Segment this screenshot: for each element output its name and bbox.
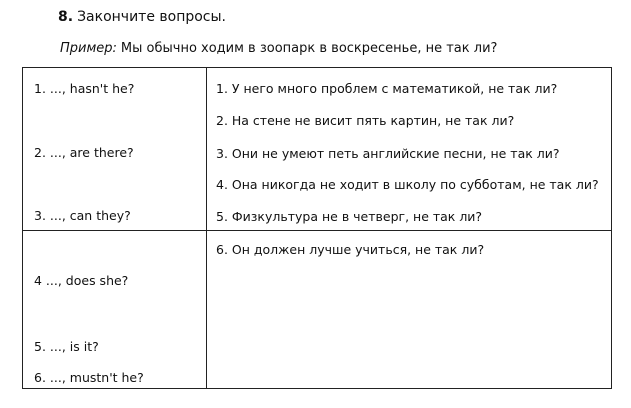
exercise-heading [58,7,226,27]
question-tag-1: 1. ..., hasn't he? [34,81,135,96]
row-divider [23,230,611,231]
matching-table [22,67,612,389]
question-tag-2: 2. ..., are there? [34,145,134,160]
question-tag-5: 5. ..., is it? [34,339,99,354]
statement-6: 6. Он должен лучше учиться, не так ли? [216,242,485,257]
exercise-title: Закончите вопросы. [77,9,227,25]
exercise-number: 8. [58,9,74,25]
question-tag-6: 6. ..., mustn't he? [34,370,144,385]
statement-2: 2. На стене не висит пять картин, не так ли? [216,113,515,128]
example-label: Пример: [60,41,117,56]
column-divider [206,68,207,388]
example-text: Мы обычно ходим в зоопарк в воскресенье, не так ли? [120,41,498,56]
statement-4: 4. Она никогда не ходит в школу по субботам, не так ли? [216,177,599,192]
statement-3: 3. Они не умеют петь английские песни, не так ли? [216,146,560,161]
statement-5: 5. Физкультура не в четверг, не так ли? [216,209,483,224]
question-tag-3: 3. ..., can they? [34,208,131,223]
question-tag-4: 4 ..., does she? [34,273,129,288]
statement-1: 1. У него много проблем с математикой, не так ли? [216,81,558,96]
example-sentence [60,39,497,59]
